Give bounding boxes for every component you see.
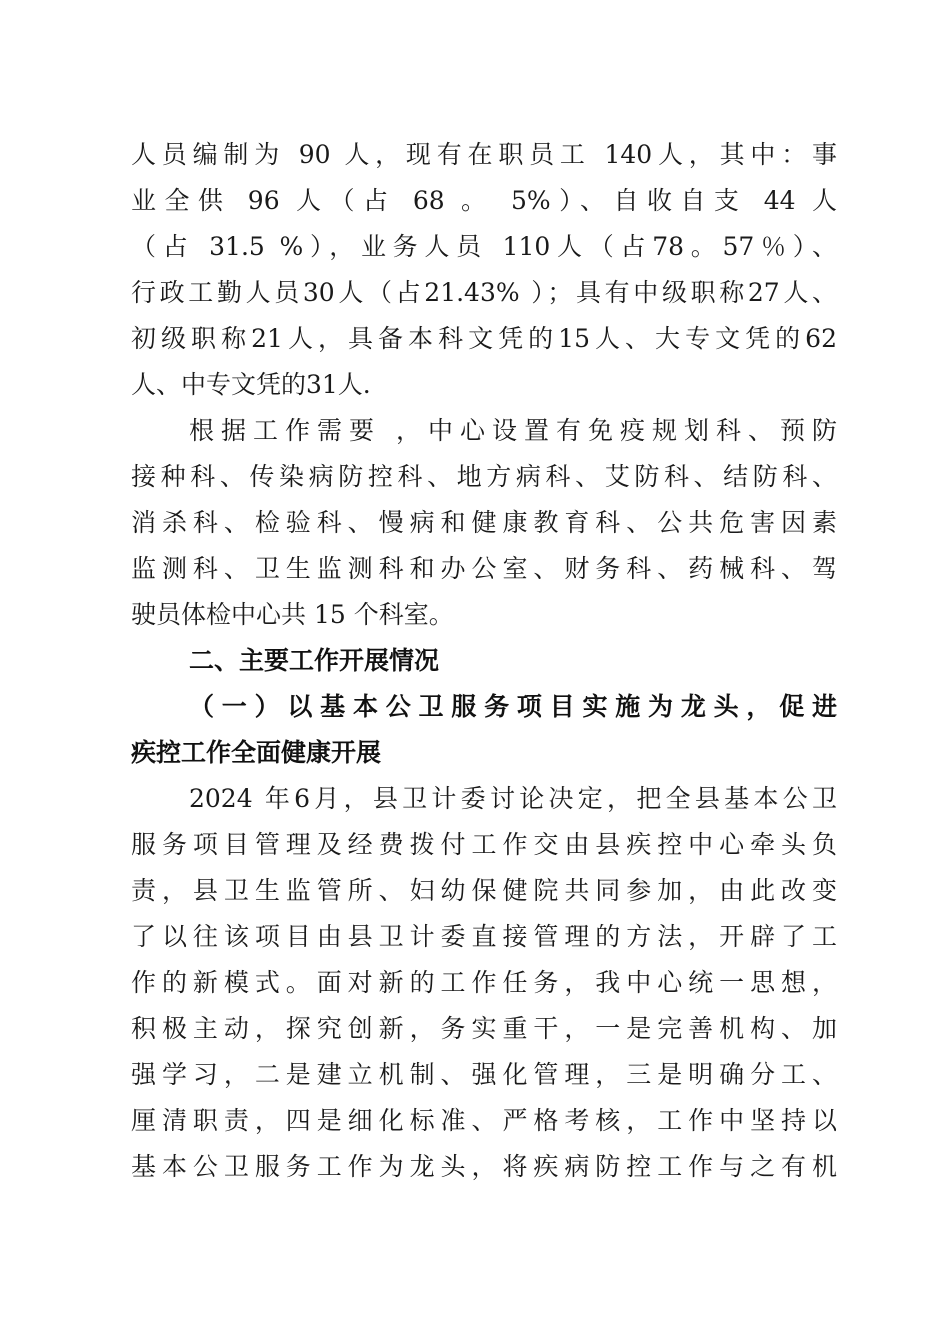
text-line: 基本公卫服务工作为龙头，将疾病防控工作与之有机 — [131, 1152, 837, 1181]
text-line: 作的新模式。面对新的工作任务，我中心统一思想， — [131, 968, 837, 997]
subsection-heading: （一）以基本公卫服务项目实施为龙头，促进 — [189, 692, 837, 721]
text-line: 行政工勤人员30人（占21.43% ）；具有中级职称27人、 — [131, 278, 837, 307]
text-line: 驶员体检中心共 15 个科室。 — [131, 600, 454, 629]
text-line: 监测科、卫生监测科和办公室、财务科、药械科、驾 — [131, 554, 837, 583]
text-line: 人员编制为 90 人，现有在职员工 140人，其中：事 — [131, 140, 837, 169]
text-line: 责，县卫生监管所、妇幼保健院共同参加，由此改变 — [131, 876, 837, 905]
text-line: 人、中专文凭的31人. — [131, 370, 371, 399]
text-line: 强学习，二是建立机制、强化管理，三是明确分工、 — [131, 1060, 837, 1089]
text-line: 厘清职责，四是细化标准、严格考核，工作中坚持以 — [131, 1106, 837, 1135]
paragraph-start-line: 根据工作需要 ，中心设置有免疫规划科、预防 — [189, 416, 837, 445]
text-line: 初级职称21人，具备本科文凭的15人、大专文凭的62 — [131, 324, 837, 353]
text-line: 消杀科、检验科、慢病和健康教育科、公共危害因素 — [131, 508, 837, 537]
text-line: 业全供 96 人（占 68 。 5%）、自收自支 44 人 — [131, 186, 837, 215]
section-heading: 二、主要工作开展情况 — [189, 646, 440, 675]
paragraph-start-line: 2024 年6月，县卫计委讨论决定，把全县基本公卫 — [189, 784, 837, 813]
text-line: 积极主动，探究创新，务实重干，一是完善机构、加 — [131, 1014, 837, 1043]
text-line: 接种科、传染病防控科、地方病科、艾防科、结防科、 — [131, 462, 837, 491]
text-line: 服务项目管理及经费拨付工作交由县疾控中心牵头负 — [131, 830, 837, 859]
text-line: （占 31.5 %），业务人员 110人（占78。57％）、 — [131, 232, 837, 261]
subsection-heading-continued: 疾控工作全面健康开展 — [131, 738, 382, 767]
document-body — [131, 132, 837, 1190]
text-line: 了以往该项目由县卫计委直接管理的方法，开辟了工 — [131, 922, 837, 951]
